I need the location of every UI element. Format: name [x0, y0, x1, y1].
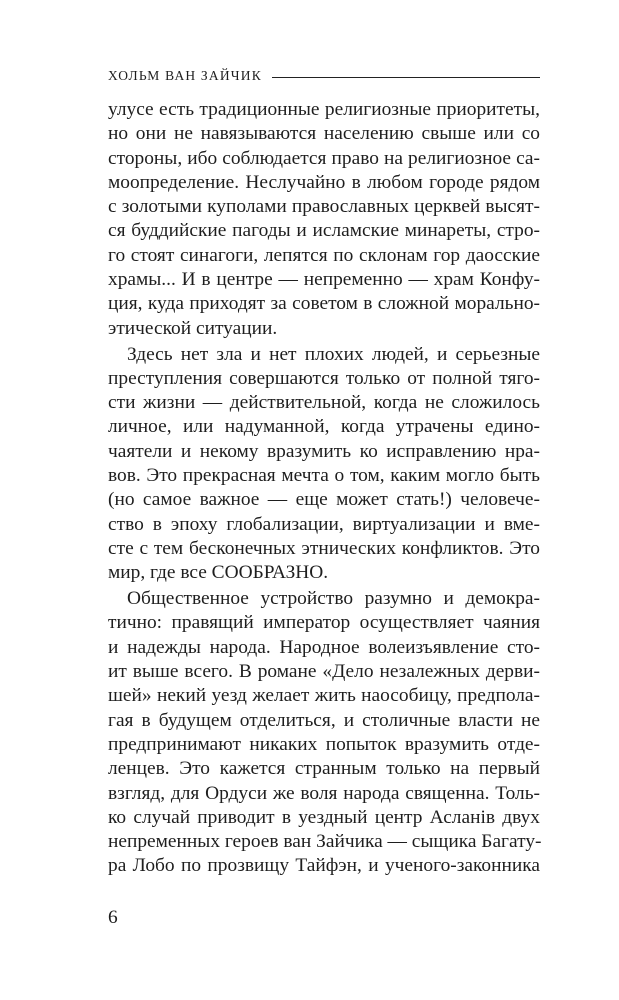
text-line: тично: правящий император осуществляет чаяния [108, 612, 540, 634]
text-line: гая в будущем отделиться, и столичные власти не [108, 709, 540, 731]
text-line: преступления совершаются только от полной тяго- [108, 367, 540, 389]
text-line: храмы... И в центре — непременно — храм Конфу- [108, 269, 540, 291]
text-line: ленцев. Это кажется странным только на первый [108, 758, 540, 780]
text-line: ция, куда приходят за советом в сложной морально- [108, 293, 540, 315]
text-line: сте с тем бесконечных этнических конфликтов. Это [108, 537, 540, 559]
text-line: моопределение. Неслучайно в любом городе рядом [108, 171, 540, 193]
text-line: чаятели и некому вразумить ко исправлению нра- [108, 440, 540, 462]
text-line: ко случай приводит в уездный центр Асланiв двух [108, 806, 540, 828]
running-head [108, 66, 540, 86]
running-head-rule [272, 77, 540, 78]
text-line: Общественное устройство разумно и демокра- [127, 588, 540, 610]
text-line: ство в эпоху глобализации, виртуализации и вме- [108, 513, 540, 535]
text-line: этической ситуации. [108, 317, 278, 339]
text-line: го стоят синагоги, лепятся по склонам гор даосские [108, 244, 540, 266]
text-line: ра Лобо по прозвищу Тайфэн, и ученого-законника [108, 855, 540, 877]
text-line: мир, где все СООБРАЗНО. [108, 562, 329, 584]
text-line: шей» некий уезд желает жить наособицу, предпола- [108, 685, 540, 707]
text-line: предпринимают никаких попыток вразумить отде- [108, 733, 540, 755]
text-line: личное, или надуманной, когда утрачены едино- [108, 416, 540, 438]
text-line: Здесь нет зла и нет плохих людей, и серьезные [127, 343, 540, 365]
text-line: ит выше всего. В романе «Дело незалежных дерви- [108, 661, 540, 683]
paragraph-2 [108, 343, 540, 586]
text-line: и надежды народа. Народное волеизъявление сто- [108, 636, 540, 658]
text-line: с золотыми куполами православных церквей высят- [108, 196, 540, 218]
text-line: но они не навязываются населению свыше или со [108, 123, 540, 145]
text-line: непременных героев ван Зайчика — сыщика Багату- [108, 831, 542, 853]
text-line: сти жизни — действительной, когда не сложилось [108, 392, 540, 414]
text-line: вов. Это прекрасная мечта о том, каким могло быть [108, 465, 540, 487]
paragraph-3 [108, 587, 540, 879]
running-head-text: ХОЛЬМ ВАН ЗАЙЧИК [108, 68, 262, 83]
page-number: 6 [108, 907, 118, 928]
text-line: взгляд, для Ордуси же воля народа священна. Толь- [108, 782, 540, 804]
text-line: ся буддийские пагоды и исламские минареты, стро- [108, 220, 540, 242]
text-line: улусе есть традиционные религиозные приоритеты, [108, 99, 540, 120]
text-line: стороны, ибо соблюдается право на религиозное са- [108, 147, 540, 169]
paragraph-1 [108, 98, 540, 341]
text-line: (но самое важное — еще может стать!) человече- [108, 489, 540, 511]
body-text [108, 98, 540, 880]
